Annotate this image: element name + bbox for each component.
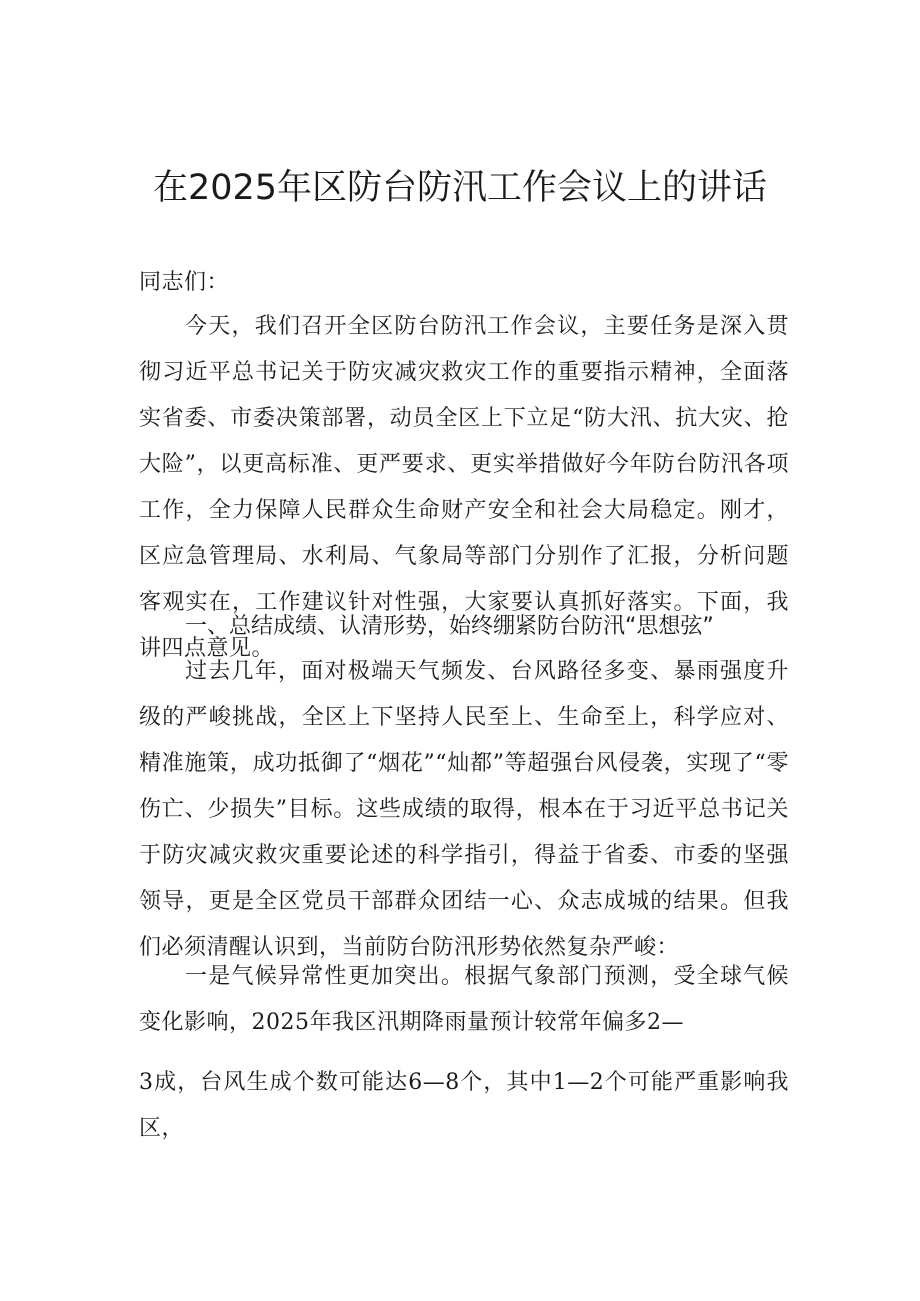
paragraph-climate-continued: 3成，台风生成个数可能达6—8个，其中1—2个可能严重影响我区， xyxy=(139,1070,789,1141)
section-heading-1: 一、总结成绩、认清形势，始终绷紧防台防汛“思想弦” xyxy=(185,614,714,639)
paragraph-climate: 一是气候异常性更加突出。根据气象部门预测，受全球气候变化影响，2025年我区汛期降雨量预计较常年偏多2— xyxy=(139,964,789,1035)
paragraph-achievements: 过去几年，面对极端天气频发、台风路径多变、暴雨强度升级的严峻挑战，全区上下坚持人民至上、生命至上，科学应对、精准施策，成功抵御了“烟花”“灿都”等超强台风侵袭，实现了“零伤亡、少损失”目标。这些成绩的取得，根本在于习近平总书记关于防灾减灾救灾重要论述的科学指引，得益于省委、市委的坚强领导，更是全区党员干部群众团结一心、众志成城的结果。但我们必须清醒认识到，当前防台防汛形势依然复杂严峻： xyxy=(139,659,789,960)
document-title: 在2025年区防台防汛工作会议上的讲话 xyxy=(152,168,768,208)
salutation: 同志们： xyxy=(139,270,230,295)
paragraph-opening: 今天，我们召开全区防台防汛工作会议，主要任务是深入贯彻习近平总书记关于防灾减灾救灾工作的重要指示精神，全面落实省委、市委决策部署，动员全区上下立足“防大汛、抗大灾、抢大险”，以更高标准、更严要求、更实举措做好今年防台防汛各项工作，全力保障人民群众生命财产安全和社会大局稳定。刚才，区应急管理局、水利局、气象局等部门分别作了汇报，分析问题客观实在，工作建议针对性强，大家要认真抓好落实。下面，我讲四点意见。 xyxy=(139,314,789,661)
